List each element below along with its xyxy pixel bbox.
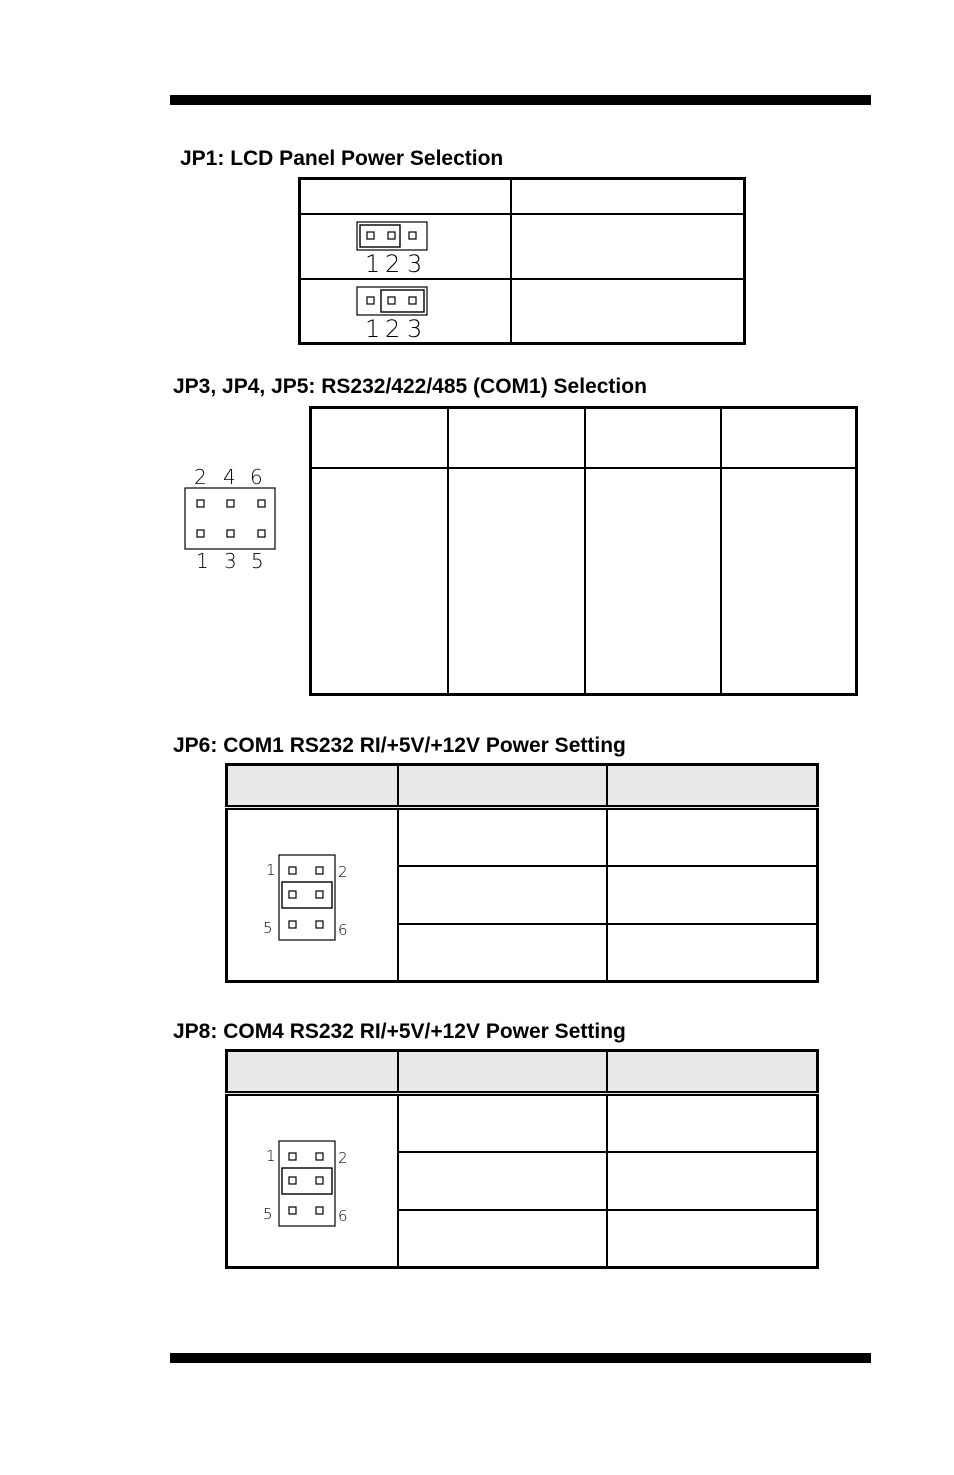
jp345-value-cell — [448, 468, 585, 695]
pin-label: 1 — [196, 549, 209, 572]
jp6-value-cell — [607, 866, 818, 924]
pin-label: 3 — [407, 250, 423, 276]
jp345-value-cell — [585, 468, 721, 695]
pin-label: 1 — [266, 1147, 276, 1165]
pin-label: 3 — [224, 549, 237, 572]
jp345-header-cell — [721, 408, 857, 468]
jp1-row — [300, 214, 745, 279]
pin-label: 3 — [407, 314, 423, 341]
jp345-value-cell — [721, 468, 857, 695]
jp8-value-cell — [398, 1094, 607, 1152]
jp345-header-cell — [448, 408, 585, 468]
jp6-value-cell — [398, 808, 607, 866]
pin-label: 4 — [223, 465, 236, 489]
jp6-header-cell — [607, 765, 818, 808]
pin-label: 6 — [250, 465, 263, 489]
jp1-jumper-cell — [300, 214, 511, 279]
jp1-value-cell — [511, 279, 745, 344]
jp6-value-cell — [607, 924, 818, 982]
jp345-heading: JP3, JP4, JP5: RS232/422/485 (COM1) Selection — [173, 375, 647, 398]
pin-label: 1 — [365, 250, 381, 276]
jp1-jumper-cell — [300, 279, 511, 344]
jp1-table — [298, 177, 746, 345]
jp8-value-cell — [607, 1210, 818, 1268]
pin-label: 5 — [263, 919, 273, 937]
pin-label: 6 — [338, 1207, 348, 1225]
jp6-jumper-cell — [227, 808, 398, 982]
jp1-header-cell — [511, 179, 745, 214]
pin-label: 2 — [194, 465, 207, 489]
jp6-row — [227, 808, 818, 866]
jp345-pin-header-diagram — [180, 462, 280, 572]
jp8-jumper-cell — [227, 1094, 398, 1268]
jumper-1-2-diagram — [353, 216, 453, 276]
jp345-row — [311, 468, 857, 695]
jp8-value-cell — [398, 1152, 607, 1210]
jp6-value-cell — [398, 924, 607, 982]
jp6-header-cell — [398, 765, 607, 808]
jp1-heading: JP1: LCD Panel Power Selection — [180, 147, 504, 170]
jp8-header-cell — [227, 1051, 398, 1094]
jp6-heading: JP6: COM1 RS232 RI/+5V/+12V Power Setting — [173, 734, 626, 757]
jp345-header-cell — [585, 408, 721, 468]
jumper-2-3-diagram — [353, 281, 453, 341]
jp8-value-cell — [607, 1094, 818, 1152]
jp8-heading: JP8: COM4 RS232 RI/+5V/+12V Power Setting — [173, 1020, 626, 1043]
jp6-header-row — [227, 765, 818, 808]
jp1-header-row — [300, 179, 745, 214]
jp8-value-cell — [398, 1210, 607, 1268]
jp345-header-row — [311, 408, 857, 468]
jp8-row — [227, 1094, 818, 1152]
pin-label: 2 — [385, 314, 401, 341]
jp6-header-cell — [227, 765, 398, 808]
top-rule — [170, 95, 871, 105]
jp6-table — [225, 763, 819, 983]
jp1-header-cell — [300, 179, 511, 214]
pin-label: 1 — [266, 861, 276, 879]
jp1-row — [300, 279, 745, 344]
bottom-rule — [170, 1353, 871, 1363]
jp8-header-cell — [398, 1051, 607, 1094]
pin-label: 6 — [338, 921, 348, 939]
jp6-value-cell — [398, 866, 607, 924]
jp8-header-row — [227, 1051, 818, 1094]
jp8-jumper-diagram — [262, 1131, 362, 1231]
pin-label: 2 — [338, 1149, 348, 1167]
pin-label: 5 — [263, 1205, 273, 1223]
pin-label: 5 — [251, 549, 264, 572]
jp6-value-cell — [607, 808, 818, 866]
jp1-value-cell — [511, 214, 745, 279]
pin-label: 1 — [365, 314, 381, 341]
jp345-header-cell — [311, 408, 448, 468]
pin-label: 2 — [338, 863, 348, 881]
jp8-table — [225, 1049, 819, 1269]
jp345-table — [309, 406, 858, 696]
pin-label: 2 — [385, 250, 401, 276]
jp8-value-cell — [607, 1152, 818, 1210]
jp6-jumper-diagram — [262, 845, 362, 945]
jp8-header-cell — [607, 1051, 818, 1094]
jp345-value-cell — [311, 468, 448, 695]
